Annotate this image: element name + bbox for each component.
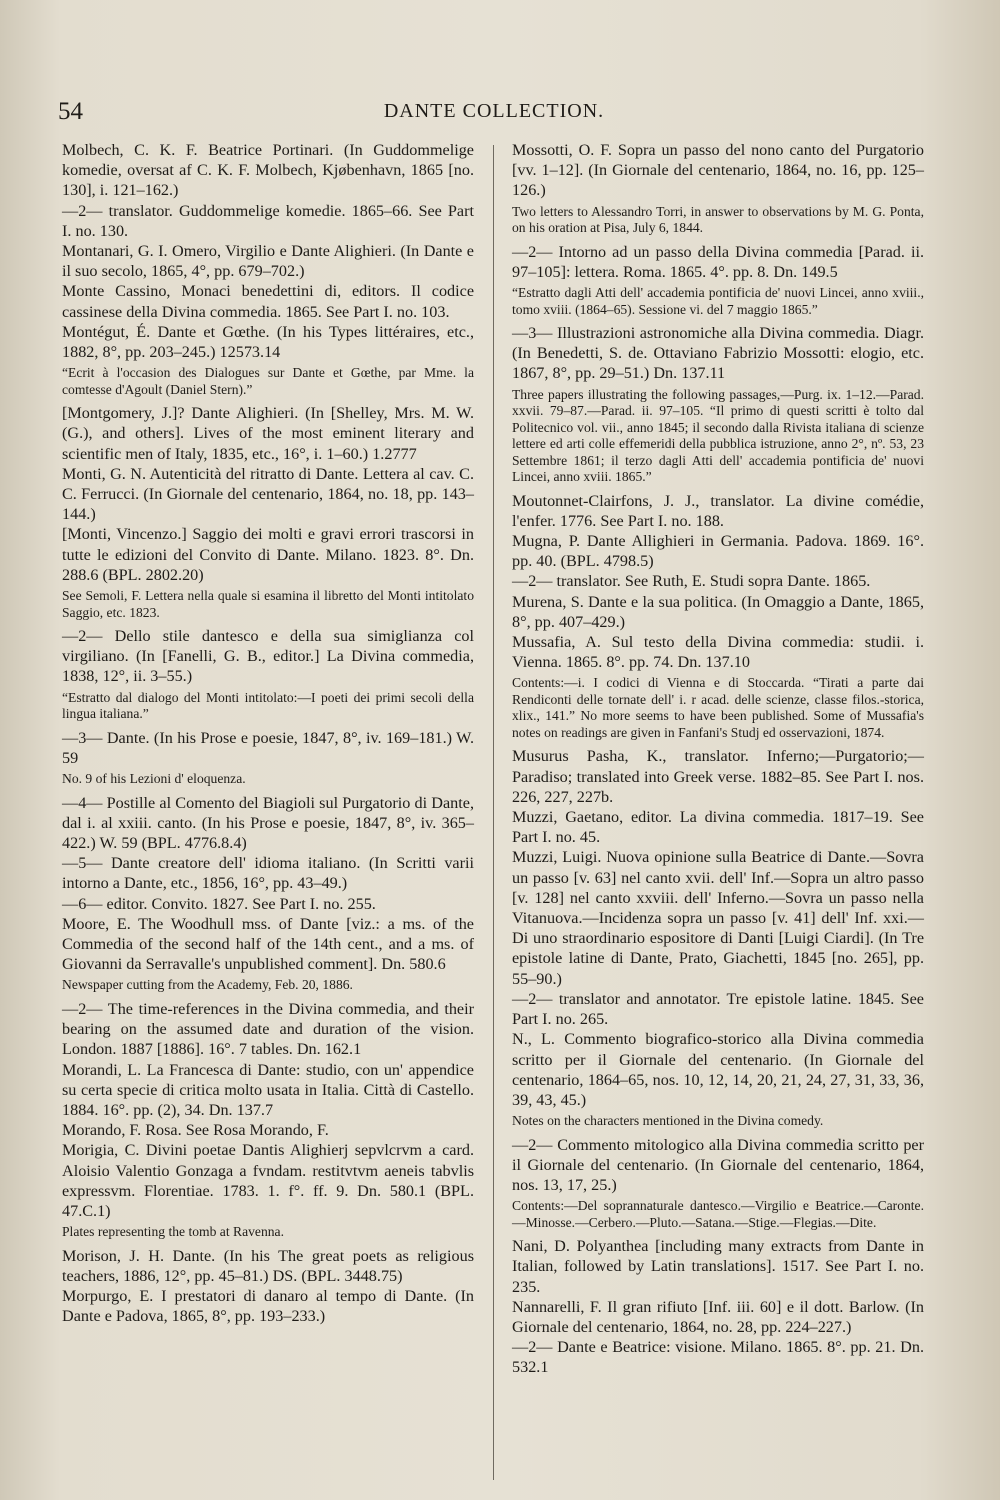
entry-moore-2: —2— The time-references in the Divina commedia, and their bearing on the assumed date and duration of the vision. London. 1887 [1886]. 16°. 7 tables. Dn. 162.1 (62, 999, 474, 1059)
entry-mussafia: Mussafia, A. Sul testo della Divina commedia: studii. i. Vienna. 1865. 8°. pp. 74. Dn. 137.10 (512, 633, 924, 672)
entry-morandi: Morandi, L. La Francesca di Dante: studio, con un' appendice su certa specie di critica molto usata in Italia. Città di Castello. 1884. 16°. pp. (2), 34. Dn. 137.7 (62, 1060, 474, 1119)
entry-monti-5: —5— Dante creatore dell' idioma italiano. (In Scritti varii intorno a Dante, etc., 1856, 16°, pp. 43–49.) (62, 854, 474, 893)
entry-monti-vincenzo: [Monti, Vincenzo.] Saggio dei molti e gravi errori trascorsi in tutte le edizioni del Convito di Dante. Milano. 1823. 8°. Dn. 288.6 (BPL. 2802.20) (62, 525, 474, 584)
entry-muzzi-luigi: Muzzi, Luigi. Nuova opinione sulla Beatrice di Dante.—Sovra un passo [v. 63] nel canto xvii. dell' Inf.—Sopra un altro passo [v. 128] nel canto xxviii. dell' Inferno.—Sovra un passo nella Vitanuova.—Incidenza sopra un passo [v. 41] dell' Inf. xxi.—Di uno straordinario espositore di Danti [Luigi Ciardi]. (In Tre epistole latine di Dante, Prato, Giachetti, 1845 [no. 265], pp. 55–90.) (512, 848, 924, 988)
left-column (62, 140, 474, 1326)
entry-nannarelli-2: —2— Dante e Beatrice: visione. Milano. 1865. 8°. pp. 21. Dn. 532.1 (512, 1338, 924, 1377)
entry-n-l: N., L. Commento biografico-storico alla Divina commedia scritto per il Giornale del centenario. (In Giornale del centenario, 1864–65, nos. 10, 12, 14, 20, 21, 24, 27, 31, 33, 36, 39, 43, 45.) (512, 1030, 924, 1109)
entry-monti-3: —3— Dante. (In his Prose e poesie, 1847, 8°, iv. 169–181.) W. 59 (62, 728, 474, 767)
note-mussafia: Contents:—i. I codici di Vienna e di Stoccarda. “Tirati a parte dai Rendiconti delle tornate dell' i. r acad. delle scienze, classe filos.-storica, xlix., 141.” No more seems to have been published. Some of Mussafia's notes on readings are given in Fanfani's Studj ed osservazioni, 1874. (512, 675, 924, 740)
entry-morison: Morison, J. H. Dante. (In his The great poets as religious teachers, 1886, 12°, pp. 45–81.) DS. (BPL. 3448.75) (62, 1246, 474, 1285)
note-mossotti-2: “Estratto dagli Atti dell' accademia pontificia de' nuovi Lincei, anno xviii., tomo xviii. (1864–65). Sessione vi. del 7 maggio 1865.” (512, 285, 924, 317)
entry-montgomery: [Montgomery, J.]? Dante Alighieri. (In [Shelley, Mrs. M. W. (G.), and others]. Lives of the most eminent literary and scientific men of Italy, 1835, etc., 16°, i. 1–60.) 1.2777 (62, 404, 474, 463)
right-column (512, 140, 924, 1378)
entry-musurus: Musurus Pasha, K., translator. Inferno;—Purgatorio;—Paradiso; translated into Greek verse. 1882–85. See Part I. nos. 226, 227, 227b. (512, 747, 924, 806)
entry-nani: Nani, D. Polyanthea [including many extracts from Dante in Italian, followed by Latin translations]. 1517. See Part I. no. 235. (512, 1237, 924, 1296)
entry-monti-gn: Monti, G. N. Autenticità del ritratto di Dante. Lettera al cav. C. C. Ferrucci. (In Giornale del centenario, 1864, no. 18, pp. 143–144.) (62, 464, 474, 524)
entry-moutonnet: Moutonnet-Clairfons, J. J., translator. La divine comédie, l'enfer. 1776. See Part I. no. 188. (512, 491, 924, 530)
entry-muzzi-2: —2— translator and annotator. Tre epistole latine. 1845. See Part I. no. 265. (512, 989, 924, 1029)
note-morigia: Plates representing the tomb at Ravenna. (62, 1224, 284, 1240)
entry-morpurgo: Morpurgo, E. I prestatori di danaro al tempo di Dante. (In Dante e Padova, 1865, 8°, pp. 193–233.) (62, 1287, 474, 1326)
entry-montegut: Montégut, É. Dante et Gœthe. (In his Types littéraires, etc., 1882, 8°, pp. 203–245.) 12573.14 (62, 322, 474, 362)
entry-nannarelli: Nannarelli, F. Il gran rifiuto [Inf. iii. 60] e il dott. Barlow. (In Giornale del centenario, 1864, no. 28, pp. 224–227.) (512, 1297, 924, 1337)
note-montegut: “Ecrit à l'occasion des Dialogues sur Dante et Gœthe, par Mme. la comtesse d'Agoult (Daniel Stern).” (62, 365, 474, 397)
entry-monti-6: —6— editor. Convito. 1827. See Part I. no. 255. (62, 894, 376, 913)
entry-montanari: Montanari, G. I. Omero, Virgilio e Dante Alighieri. (In Dante e il suo secolo, 1865, 4°, pp. 679–702.) (62, 242, 474, 281)
entry-molbech: Molbech, C. K. F. Beatrice Portinari. (In Guddommelige komedie, oversat af C. K. F. Molbech, Kjøbenhavn, 1865 [no. 130], i. 121–162.) (62, 141, 474, 200)
entry-monti-4: —4— Postille al Comento del Biagioli sul Purgatorio di Dante, dal i. al xxiii. canto. (In his Prose e poesie, 1847, 8°, iv. 365–422.) W. 59 (BPL. 4776.8.4) (62, 793, 474, 852)
entry-moore: Moore, E. The Woodhull mss. of Dante [viz.: a ms. of the Commedia of the second half of the 14th cent., and a ms. of Giovanni da Serravalle's unpublished comment]. Dn. 580.6 (62, 914, 474, 974)
note-mossotti: Two letters to Alessandro Torri, in answer to observations by M. G. Ponta, on his oration at Pisa, July 6, 1844. (512, 203, 924, 236)
note-mossotti-3: Three papers illustrating the following passages,—Purg. ix. 1–12.—Parad. xxvii. 79–87.—Parad. ii. 97–105. “Il primo di questi scritti è tolto dal Politecnico vol. vii., anno 1845; il secondo dalla Rivista italiana di scienze lettere ed arti colle effemeridi della pubblica istruzione, anno 2°, nº. 53, 23 Settembre 1861; il terzo dagli Atti dell' accademia pontificia de' nuovi Lincei, anno xviii. 1865.” (512, 386, 924, 485)
note-monti-3: No. 9 of his Lezioni d' eloquenza. (62, 771, 246, 787)
note-n-l: Notes on the characters mentioned in the Divina comedy. (512, 1113, 824, 1129)
page-number: 54 (58, 98, 83, 125)
entry-monti-2: —2— Dello stile dantesco e della sua simiglianza col virgiliano. (In [Fanelli, G. B., editor.] La Divina commedia, 1838, 12°, ii. 3–55.) (62, 627, 474, 686)
entry-morigia: Morigia, C. Divini poetae Dantis Alighierj sepvlcrvm a card. Aloisio Valentio Gonzaga a fvndam. restitvtvm aeneis tabvlis expressvm. Florentiae. 1783. 1. f°. ff. 9. Dn. 580.1 (BPL. 47.C.1) (62, 1141, 474, 1220)
entry-mossotti-3: —3— Illustrazioni astronomiche alla Divina commedia. Diagr. (In Benedetti, S. de. Ottaviano Fabrizio Mossotti: elogio, etc. 1867, 8°, pp. 29–51.) Dn. 137.11 (512, 324, 924, 383)
entry-muzzi-gaetano: Muzzi, Gaetano, editor. La divina commedia. 1817–19. See Part I. no. 45. (512, 808, 924, 847)
column-divider (493, 145, 494, 1480)
note-n-l-2: Contents:—Del soprannaturale dantesco.—Virgilio e Beatrice.—Caronte.—Minosse.—Cerbero.—Pluto.—Satana.—Stige.—Flegias.—Dite. (512, 1198, 924, 1230)
entry-murena: Murena, S. Dante e la sua politica. (In Omaggio a Dante, 1865, 8°, pp. 407–429.) (512, 592, 924, 631)
entry-mossotti-2: —2— Intorno ad un passo della Divina commedia [Parad. ii. 97–105]: lettera. Roma. 1865. 4°. pp. 8. Dn. 149.5 (512, 242, 924, 281)
entry-n-l-2: —2— Commento mitologico alla Divina commedia scritto per il Giornale del centenario. (In Giornale del centenario, 1864, nos. 13, 17, 25.) (512, 1135, 924, 1195)
page-header (58, 98, 930, 128)
note-monti-2: “Estratto dal dialogo del Monti intitolato:—I poeti dei primi secoli della lingua italiana.” (62, 689, 474, 722)
entry-monte-cassino: Monte Cassino, Monaci benedettini di, editors. Il codice cassinese della Divina commedia. 1865. See Part I. no. 103. (62, 282, 474, 321)
note-moore: Newspaper cutting from the Academy, Feb. 20, 1886. (62, 977, 353, 993)
entry-mugna-2: —2— translator. See Ruth, E. Studi sopra Dante. 1865. (512, 572, 871, 591)
entry-molbech-2: —2— translator. Guddommelige komedie. 1865–66. See Part I. no. 130. (62, 201, 474, 240)
running-title: DANTE COLLECTION. (383, 100, 605, 122)
entry-mugna: Mugna, P. Dante Allighieri in Germania. Padova. 1869. 16°. pp. 40. (BPL. 4798.5) (512, 532, 924, 571)
entry-mossotti: Mossotti, O. F. Sopra un passo del nono canto del Purgatorio [vv. 1–12]. (In Giornale del centenario, 1864, no. 16, pp. 125–126.) (512, 141, 924, 200)
note-monti-semoli: See Semoli, F. Lettera nella quale si esamina il libretto del Monti intitolato Saggio, etc. 1823. (62, 588, 474, 620)
entry-morando: Morando, F. Rosa. See Rosa Morando, F. (62, 1121, 329, 1140)
